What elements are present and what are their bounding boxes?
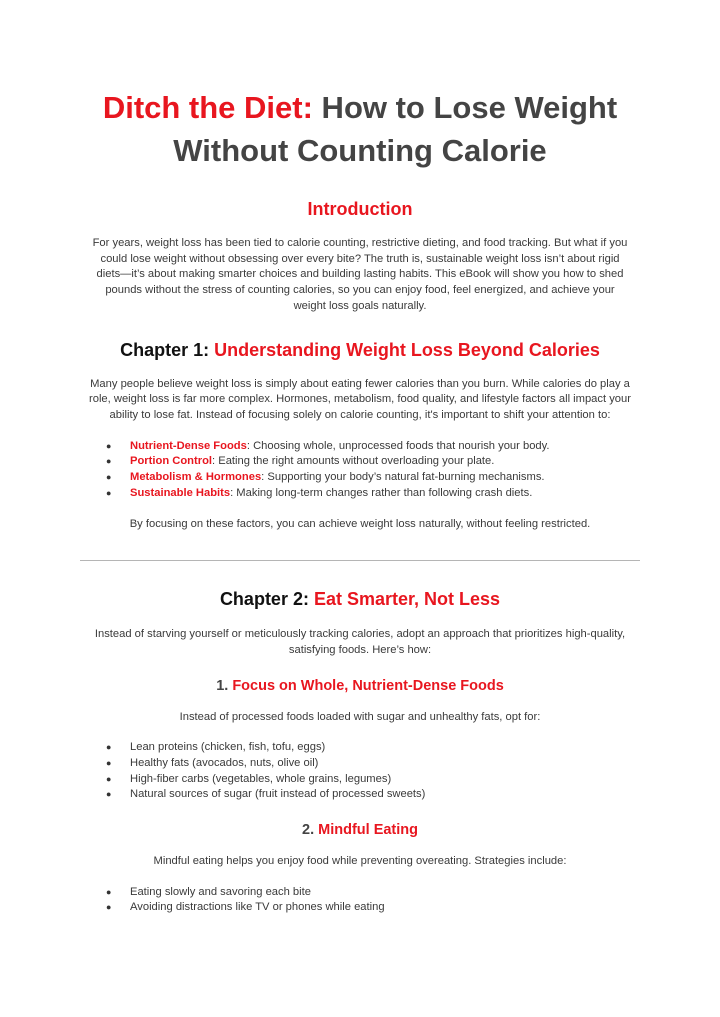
list-item-term: Metabolism & Hormones: [130, 471, 262, 484]
list-item-text: Natural sources of sugar (fruit instead of processed sweets): [130, 788, 426, 801]
section-divider: [80, 560, 640, 561]
list-item-text: Avoiding distractions like TV or phones while eating: [130, 901, 385, 914]
title-rest: How to Lose Weight: [312, 90, 618, 125]
section1-heading: [88, 677, 632, 695]
list-item: [104, 470, 632, 486]
list-item-text: : Supporting your body’s natural fat-burning mechanisms.: [261, 471, 545, 484]
section1-title: Focus on Whole, Nutrient-Dense Foods: [232, 677, 504, 694]
list-item: [104, 439, 632, 455]
bullet-icon: ●: [106, 742, 112, 753]
list-item: [104, 740, 632, 756]
chapter2-heading: [88, 588, 632, 610]
bullet-icon: ●: [106, 773, 112, 784]
introduction-body: For years, weight loss has been tied to calorie counting, restrictive dieting, and food tracking. But what if you could lose weight without obsessing over every bite? The truth is, sustainable weight loss isn’t about rigid diets—it’s about making smarter choices and building lasting habits. This eBook will show you how to shed pounds without the stress of counting calories, so you can enjoy food, feel energized, and achieve your weight loss goals naturally.: [92, 237, 628, 312]
section2-list: [88, 885, 632, 916]
list-item-term: Portion Control: [130, 455, 213, 468]
chapter1-title: Understanding Weight Loss Beyond Calories: [214, 339, 600, 360]
bullet-icon: ●: [106, 440, 112, 451]
bullet-icon: ●: [106, 789, 112, 800]
section2-number: 2.: [302, 822, 315, 839]
bullet-icon: ●: [106, 472, 112, 483]
bullet-icon: ●: [106, 456, 112, 467]
list-item: [104, 900, 632, 916]
list-item: [104, 756, 632, 772]
list-item: [104, 787, 632, 803]
bullet-icon: ●: [106, 886, 112, 897]
chapter1-body: Many people believe weight loss is simply about eating fewer calories than you burn. While calories do play a role, weight loss is far more complex. Hormones, metabolism, food quality, and lifestyle factors all impact your ability to lose fat. Instead of focusing solely on calorie counting, it's important to shift your attention to:: [89, 377, 631, 421]
chapter2-body: Instead of starving yourself or meticulously tracking calories, adopt an approach that prioritizes high-quality, satisfying foods. Here’s how:: [94, 628, 626, 656]
section1-body: Instead of processed foods loaded with sugar and unhealthy fats, opt for:: [179, 710, 541, 723]
list-item-text: : Making long-term changes rather than following crash diets.: [230, 486, 533, 499]
section2-body: Mindful eating helps you enjoy food while preventing overeating. Strategies include:: [153, 855, 567, 868]
chapter1-heading: [88, 339, 632, 361]
bullet-icon: ●: [106, 902, 112, 913]
list-item-text: Healthy fats (avocados, nuts, olive oil): [130, 756, 319, 769]
section1-number: 1.: [216, 677, 229, 694]
page-title: [88, 0, 632, 172]
list-item: [104, 486, 632, 502]
list-item-text: Lean proteins (chicken, fish, tofu, eggs): [130, 741, 326, 754]
list-item-text: Eating slowly and savoring each bite: [130, 885, 311, 898]
list-item-text: : Choosing whole, unprocessed foods that nourish your body.: [246, 439, 550, 452]
list-item-text: High-fiber carbs (vegetables, whole grains, legumes): [130, 772, 392, 785]
chapter1-prefix: Chapter 1:: [120, 339, 210, 360]
list-item: [104, 885, 632, 901]
section2-heading: [88, 821, 632, 839]
list-item-term: Sustainable Habits: [130, 486, 231, 499]
bullet-icon: ●: [106, 757, 112, 768]
list-item-text: : Eating the right amounts without overloading your plate.: [212, 455, 495, 468]
list-item: [104, 772, 632, 788]
chapter1-closing: By focusing on these factors, you can achieve weight loss naturally, without feeling restricted.: [129, 518, 591, 531]
bullet-icon: ●: [106, 487, 112, 498]
chapter2-title: Eat Smarter, Not Less: [313, 589, 501, 610]
section2-title: Mindful Eating: [318, 822, 418, 839]
chapter2-prefix: Chapter 2:: [219, 589, 309, 610]
section1-list: [88, 740, 632, 803]
introduction-heading: Introduction: [307, 199, 413, 219]
list-item: [104, 454, 632, 470]
title-line2: Without Counting Calorie: [173, 133, 547, 168]
list-item-term: Nutrient-Dense Foods: [130, 439, 247, 452]
title-highlight: Ditch the Diet:: [102, 90, 313, 125]
chapter1-list: [88, 439, 632, 502]
